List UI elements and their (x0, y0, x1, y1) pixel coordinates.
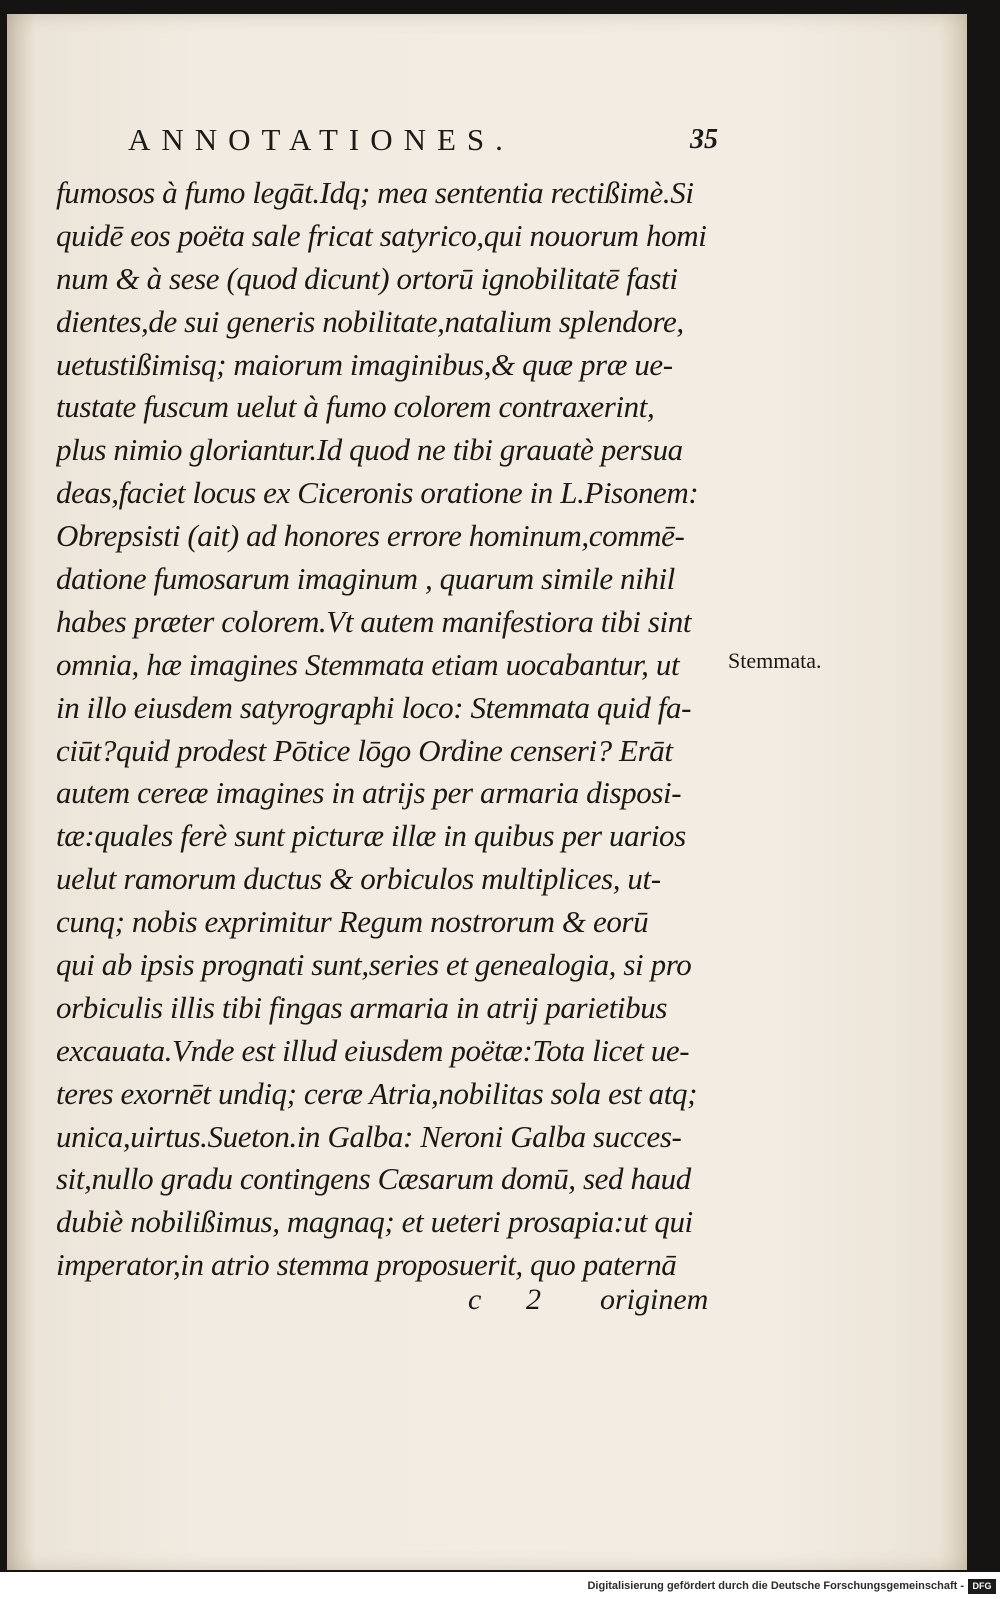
footer-bar (0, 1576, 1000, 1599)
text-line: imperator,in atrio stemma proposuerit, quo paternā (56, 1247, 677, 1283)
page-number: 35 (690, 124, 718, 155)
text-line: excauata.Vnde est illud eiusdem poëtæ:Tota licet ue- (56, 1032, 690, 1068)
text-line: dientes,de sui generis nobilitate,natalium splendore, (56, 303, 684, 339)
body-text (56, 172, 716, 1287)
text-line: quidē eos poëta sale fricat satyrico,qui nouorum homi (56, 217, 707, 253)
text-line: datione fumosarum imaginum , quarum simile nihil (56, 561, 675, 597)
text-line: in illo eiusdem satyrographi loco: Stemmata quid fa- (56, 689, 692, 725)
text-line: Obrepsisti (ait) ad honores errore hominum,commē- (56, 518, 685, 554)
text-line: dubiè nobilißimus, magnaq; et ueteri prosapia:ut qui (56, 1204, 693, 1240)
text-line: tæ:quales ferè sunt picturæ illæ in quibus per uarios (56, 818, 686, 854)
running-head-title: ANNOTATIONES. (128, 122, 514, 157)
text-line: uelut ramorum ductus & orbiculos multiplices, ut- (56, 861, 661, 897)
catchword: originem (600, 1283, 709, 1316)
signature-line (468, 1283, 718, 1323)
signature-mark: c (468, 1283, 482, 1316)
text-line: omnia, hæ imagines Stemmata etiam uocabantur, ut (56, 646, 680, 682)
text-line: plus nimio gloriantur.Id quod ne tibi grauatè persua (56, 432, 683, 468)
text-line: ciūt?quid prodest Pōtice lōgo Ordine censeri? Erāt (56, 732, 673, 768)
text-line: fumosos à fumo legāt.Idq; mea sententia rectißimè.Si (56, 175, 694, 210)
text-line: num & à sese (quod dicunt) ortorū ignobilitatē fasti (56, 260, 678, 296)
text-line: habes præter colorem.Vt autem manifestiora tibi sint (56, 603, 692, 639)
text-line: unica,uirtus.Sueton.in Galba: Neroni Galba succes- (56, 1118, 682, 1154)
footer-credit: Digitalisierung gefördert durch die Deutsche Forschungsgemeinschaft - (587, 1580, 964, 1592)
text-line: tustate fuscum uelut à fumo colorem contraxerint, (56, 389, 655, 425)
signature-number: 2 (526, 1283, 541, 1316)
text-line: orbiculis illis tibi fingas armaria in atrij parietibus (56, 989, 667, 1025)
text-line: cunq; nobis exprimitur Regum nostrorum & eorū (56, 904, 649, 940)
text-line: sit,nullo gradu contingens Cæsarum domū, sed haud (56, 1161, 691, 1197)
text-line: autem cereæ imagines in atrijs per armaria disposi- (56, 775, 682, 811)
text-line: uetustißimisq; maiorum imaginibus,& quæ præ ue- (56, 346, 673, 382)
text-line: deas,faciet locus ex Ciceronis oratione in L.Pisonem: (56, 475, 699, 511)
dfg-logo-icon: DFG (968, 1579, 996, 1594)
margin-note: Stemmata. (728, 648, 822, 673)
running-head (128, 122, 718, 166)
text-line: qui ab ipsis prognati sunt,series et genealogia, si pro (56, 947, 692, 983)
text-line: teres exornēt undiq; ceræ Atria,nobilitas sola est atq; (56, 1075, 697, 1111)
